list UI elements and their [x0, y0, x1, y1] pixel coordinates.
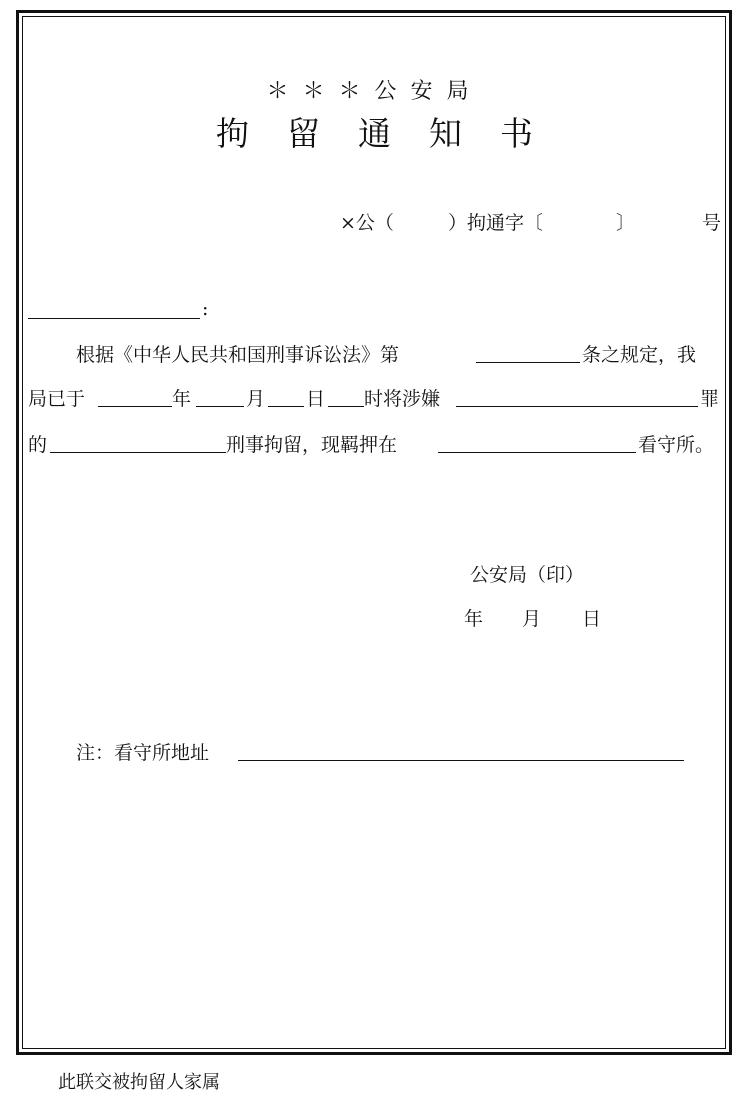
- body-line3-start: 的: [28, 434, 48, 456]
- body-line3-end: 看守所。: [638, 434, 715, 456]
- doc-number-suffix: 号: [702, 212, 722, 234]
- body-line1-end: 条之规定，我: [582, 344, 697, 366]
- doc-number-prefix: ×公（: [340, 212, 394, 234]
- detention-address-blank[interactable]: [238, 760, 684, 761]
- hour-blank[interactable]: [328, 406, 364, 407]
- body-line3-mid: 刑事拘留，现羁押在: [226, 434, 398, 456]
- signature-year: 年: [464, 608, 484, 630]
- inner-border: [22, 16, 726, 1049]
- doc-number-close: 〕: [616, 212, 636, 234]
- detention-center-blank[interactable]: [438, 452, 636, 453]
- detainee-name-blank[interactable]: [50, 452, 226, 453]
- signature-day: 日: [582, 608, 602, 630]
- month-label: 月: [246, 388, 266, 410]
- agency-name: ＊＊＊公安局: [266, 79, 483, 104]
- body-line2-start: 局已于: [28, 388, 86, 410]
- copy-note: 此联交被拘留人家属: [58, 1072, 220, 1093]
- day-label: 日: [306, 388, 326, 410]
- article-number-blank[interactable]: [476, 362, 580, 363]
- year-label: 年: [172, 388, 192, 410]
- crime-blank[interactable]: [456, 406, 698, 407]
- document-title: 拘留通知书: [216, 114, 571, 153]
- addressee-colon: :: [202, 298, 209, 320]
- issuer-stamp: 公安局（印）: [470, 564, 585, 586]
- day-blank[interactable]: [268, 406, 304, 407]
- crime-label: 罪: [700, 388, 720, 410]
- body-line1-start: 根据《中华人民共和国刑事诉讼法》第: [76, 344, 400, 366]
- signature-month: 月: [522, 608, 542, 630]
- note-label: 注：看守所地址: [76, 742, 210, 764]
- month-blank[interactable]: [196, 406, 244, 407]
- addressee-blank[interactable]: [28, 318, 200, 319]
- doc-number-middle: ）拘通字〔: [448, 212, 544, 234]
- year-blank[interactable]: [98, 406, 172, 407]
- document-number: [0, 208, 749, 234]
- body-line2-mid: 时将涉嫌: [364, 388, 441, 410]
